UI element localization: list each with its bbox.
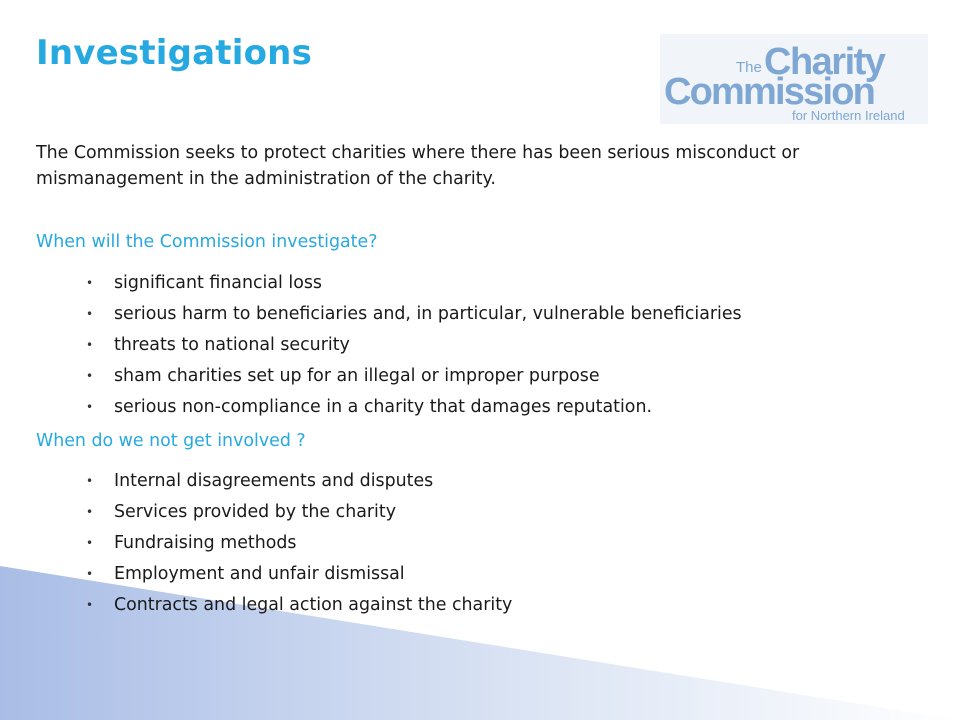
bullet-icon: • [86,567,94,581]
logo-commission: Commission [664,71,875,113]
charity-commission-logo [660,34,928,124]
intro-paragraph: The Commission seeks to protect charities where there has been serious misconduct or mismanagement in the administration of the charity. [36,143,800,189]
logo-northern-ireland: for Northern Ireland [792,108,905,123]
bullet-icon: • [86,536,94,550]
bullet-icon: • [86,598,94,612]
section-heading-not-involved: When do we not get involved ? [36,431,306,451]
bullet-icon: • [86,307,94,321]
slide: Investigations The Charity Commission for Northern Ireland The Commission seeks to protect charities where there has been serious misconduct or mismanagement in the administration of the charity. When will the Commission investigate? • significant financial loss • serious harm to beneficiaries and, in particular, vulnerable beneficiaries • threats to national security • sham charities set up for an illegal or improper purpose • serious non-compliance in a charity that damages reputation. When do we not get involved ? • Internal disagreements and disputes • Services provided by the charity • Fundraising methods • Employment and unfair dismissal • Contracts and legal action against the charity [0,0,960,720]
page-title: Investigations [36,33,313,73]
section-heading-investigate: When will the Commission investigate? [36,232,378,252]
bullet-icon: • [86,400,94,414]
bullet-icon: • [86,505,94,519]
bullet-icon: • [86,474,94,488]
bullet-icon: • [86,276,94,290]
logo-the: The [736,59,762,76]
logo-charity: Charity [764,41,885,83]
bullet-icon: • [86,338,94,352]
bullet-icon: • [86,369,94,383]
